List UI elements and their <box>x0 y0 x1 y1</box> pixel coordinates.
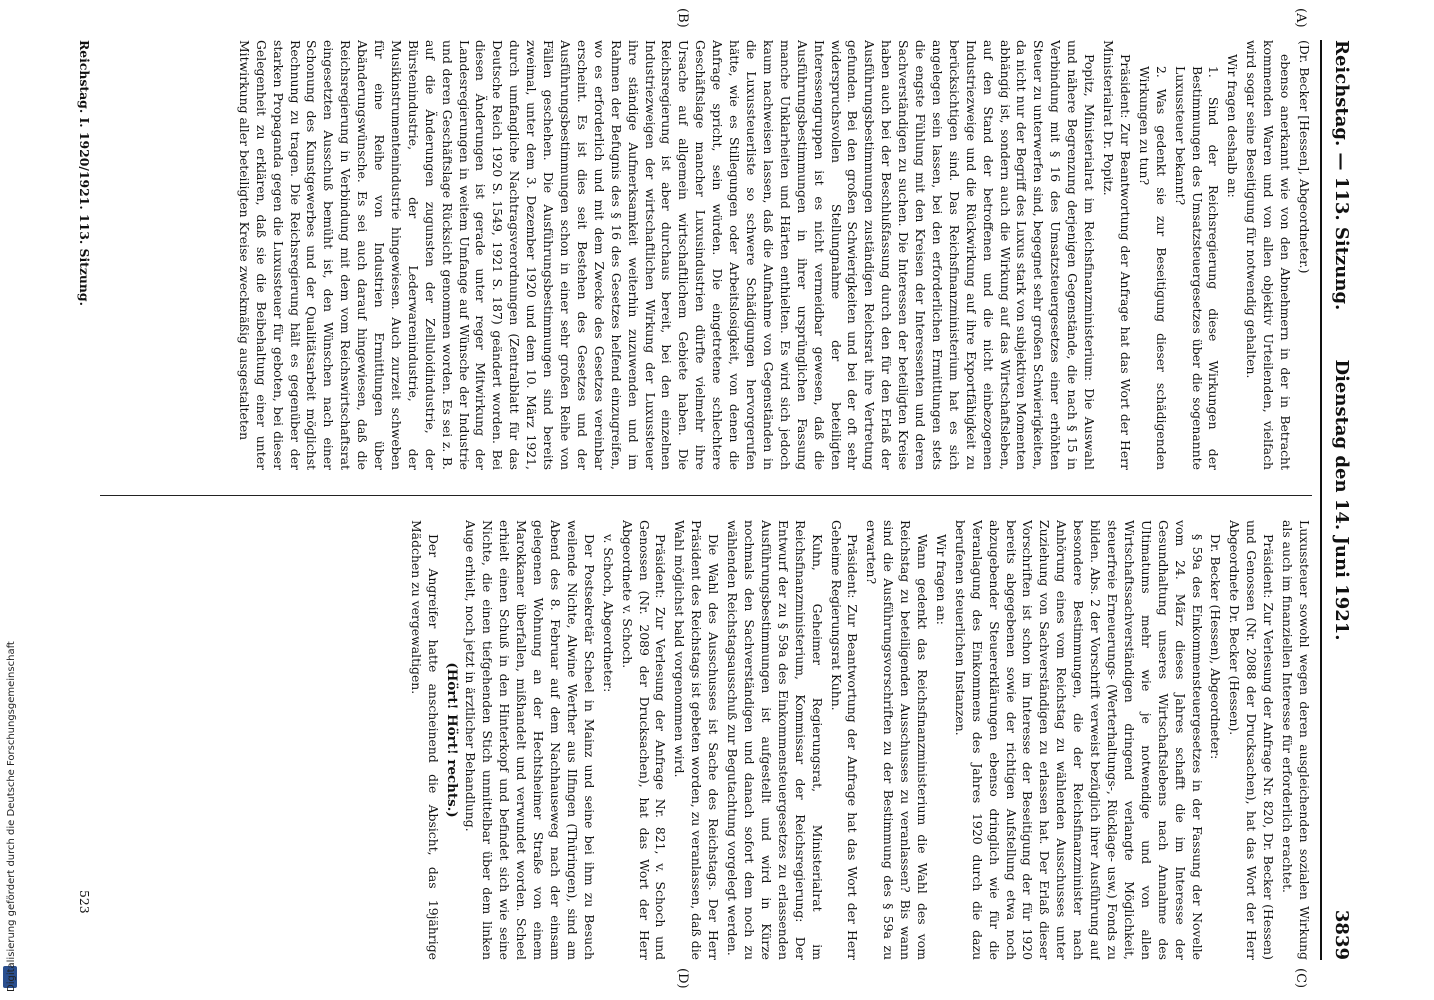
footer-page-number: 523 <box>77 890 92 914</box>
document-page <box>40 0 1380 1000</box>
paragraph: § 59a des Einkommensteuergesetzes in der Fassung der Novelle vom 24. März dieses Jahres schafft die im Interesse der Gesundhaltung unseres Wirtschaftslebens nach Annahme des Ultimatums mehr wie je notwendige und von allen Wirtschaftssachverständigen dringend verlangte Möglichkeit, steuerfreie Erneuerungs- (Werterhaltungs-, Rücklage- usw.) Fonds zu bilden. Abs. 2 der Vorschrift verweist bezüglich ihrer Ausführung auf besondere Bestimmungen, die der Reichsfinanzminister nach Anhörung eines vom Reichstag zu wählenden Ausschusses unter Zuziehung von Sachverständigen zu erlassen hat. Der Erlaß dieser Vorschriften ist schon im Interesse der Beseitigung der für 1920 bereits abgegebenen sowie der richtigen Aufstellung etwa noch abzugebender Steuererklärungen ebenso dringlich wie für die Veranlagung des Einkommens des Jahres 1920 durch die dazu berufenen steuerlichen Instanzen. <box>952 520 1205 960</box>
paragraph: Präsident: Zur Beantwortung der Anfrage hat das Wort der Herr Ministerialrat Dr. Popitz. <box>1101 40 1133 470</box>
paragraph: Luxussteuer sowohl wegen deren ausgleichenden sozialen Wirkung als auch im finanziellen Interesse für erforderlich erachtet. <box>1280 520 1312 960</box>
left-column <box>100 40 1312 470</box>
paragraph: v. Schoch, Abgeordneter: <box>600 534 616 693</box>
paragraph: Wir fragen an: <box>933 534 949 625</box>
question-item: 2. Was gedenkt sie zur Beseitigung dieser schädigenden Wirkungen zu tun? <box>1136 66 1169 470</box>
footer-session: Reichstag. I. 1920/1921. 113. Sitzung. <box>77 40 92 306</box>
page-header <box>1320 40 1360 960</box>
paragraph: Präsident: Zur Verlesung der Anfrage Nr. 820, Dr. Becker (Hessen) und Genossen (Nr. 2088 der Drucksachen), hat das Wort der Herr Abgeordnete Dr. Becker (Hessen). <box>1227 520 1277 960</box>
paragraph: Präsident: Zur Beantwortung der Anfrage hat das Wort der Herr Geheime Regierungsrat Kuhn. <box>828 520 861 960</box>
right-column <box>100 520 1312 960</box>
paragraph: ebenso anerkannt wie von den Abnehmern in der in Betracht kommenden Waren und von allen objektiv Urteilenden, vielfach wird sogar seine Beseitigung für notwendig gehalten. <box>1244 40 1294 470</box>
digitization-note <box>0 0 22 1000</box>
paragraph: Wir fragen deshalb an: <box>1225 54 1241 198</box>
paragraph: Dr. Becker (Hessen), Abgeordneter: <box>1208 534 1224 760</box>
paragraph: Kuhn, Geheimer Regierungsrat, Ministerialrat im Reichsfinanzministerium, Kommissar der Reichsregierung: Der Entwurf der zu § 59a des Einkommensteuergesetzes zu erlassenden Ausführungsbestimmungen ist aufgestellt und wird in Kürze nochmals den Sachverständigen und danach sofort dem noch zu wählenden Reichstagsausschuß zur Begutachtung vorgelegt werden. <box>725 520 825 960</box>
margin-mark-c: (C) <box>1293 968 1308 989</box>
paragraph: Popitz, Ministerialrat im Reichsfinanzministerium: Die Auswahl und nähere Begrenzung derjenigen Gegenstände, die nach § 15 in Verbindung mit § 16 des Umsatzsteuergesetzes einer erhöhten Steuer zu unterwerfen sind, begegnet sehr großen Schwierigkeiten, da nicht nur der Begriff des Luxus stark von subjektiven Momenten abhängig ist, sondern auch die Wirkung auf das Wirtschaftsleben, auf den Stand der betroffenen und die nicht einbezogenen Industriezweige und die Rückwirkung auf ihre Exportfähigkeit zu berücksichtigen sind. Das Reichsfinanzministerium hat es sich angelegen sein lassen, bei den erforderlichen Ermittlungen stets die engste Fühlung mit den Kreisen der Interessenten und deren Sachverständigen zu suchen. Die Interessen der beteiligten Kreise haben auch bei der Beschlußfassung durch den für den Erlaß der Ausführungsbestimmungen zuständigen Reichsrat ihre Vertretung gefunden. Bei den großen Schwierigkeiten und bei der oft sehr widerspruchsvollen Stellungnahme der beteiligten Interessengruppen ist es nicht vermeidbar gewesen, daß die Ausführungsbestimmungen in ihrer ursprünglichen Fassung manche Unklarheiten und Härten enthielten. Es wird sich jedoch kaum nachweisen lassen, daß die Aufnahme von Gegenständen in die Luxussteuerliste so schwere Schädigungen hervorgerufen hätte, wie es Stillegungen oder Arbeitslosigkeit, von denen die Anfrage spricht, sein würden. Die eingetretene schlechtere Geschäftslage mancher Luxusindustrien dürfte vielmehr ihre Ursache auf allgemein wirtschaftlichem Gebiete haben. Die Reichsregierung ist aber durchaus bereit, bei den einzelnen Industriezweigen der wirtschaftlichen Wirkung der Luxussteuer ihre ständige Aufmerksamkeit weiterhin zuzuwenden und im Rahmen der Befugnis des § 16 des Gesetzes helfend einzugreifen, wo es erforderlich und mit dem Zwecke des Gesetzes vereinbar erscheint. Es ist dies seit Bestehen des Gesetzes und der Ausführungsbestimmungen schon in einer sehr großen Reihe von Fällen geschehen. Die Ausführungsbestimmungen sind bereits zweimal, unter dem 3. Dezember 1920 und dem 10. März 1921, durch umfangliche Nachtragsverordnungen (Zentralblatt für das Deutsche Reich 1920 S. 1549, 1921 S. 187) geändert worden. Bei diesen Änderungen ist gerade unter reger Mitwirkung der Landesregierungen in weitem Umfange auf Wünsche der Industrie und deren Geschäftslage Rücksicht genommen worden. Es sei z. B. auf die Änderungen zugunsten der Zelluloidindustrie, der Bürstenindustrie, der Lederwarenindustrie, der Musikinstrumentenindustrie hingewiesen. Auch zurzeit schweben für eine Reihe von Industrien Ermittlungen über Abänderungswünsche. Es sei auch darauf hingewiesen, daß die Reichsregierung in Verbindung mit dem vom Reichswirtschaftsrat eingesetzten Ausschuß bemüht ist, den Wünschen nach einer Schonung des Kunstgewerbes und der Qualitätsarbeit möglichst Rechnung zu tragen. Die Reichsregierung hält es gegenüber der starken Propaganda gegen die Luxussteuer für geboten, bei dieser Gelegenheit zu erklären, daß sie die Beibehaltung einer unter Mitwirkung aller beteiligten Kreise zweckmäßig ausgestalteten <box>236 40 1098 470</box>
header-date: Dienstag den 14. Juni 1921. <box>1331 359 1352 641</box>
paragraph: Präsident: Zur Verlesung der Anfrage Nr. 821, v. Schoch und Genossen (Nr. 2089 der Drucksachen), hat das Wort der Herr Abgeordnete v. Schoch. <box>619 520 669 960</box>
paragraph: Die Wahl des Ausschusses ist Sache des Reichstags. Der Herr Präsident des Reichstags ist gebeten worden, zu veranlassen, daß die Wahl möglichst bald vorgenommen wird. <box>672 520 722 960</box>
column-divider <box>100 495 1312 496</box>
paragraph: Der Angreifer hatte anscheinend die Absicht, das 19jährige Mädchen zu vergewaltigen. <box>408 520 441 960</box>
question-item: 1. Sind der Reichsregierung diese Wirkungen der Bestimmungen des Umsatzsteuergesetzes über die sogenannte Luxussteuer bekannt? <box>1172 66 1222 470</box>
interjection: (Hört! Hört! rechts.) <box>443 662 460 818</box>
header-page-number: 3839 <box>1331 909 1352 960</box>
paragraph: Wann gedenkt das Reichsfinanzministerium die Wahl des vom Reichstag zu beteiligenden Ausschusses zu veranlassen? Bis wann sind die Ausführungsvorschriften zu der Bestimmung des § 59a zu erwarten? <box>864 520 931 960</box>
margin-mark-a: (A) <box>1293 8 1308 28</box>
digitization-note-text: Digitalisierung gefördert durch die Deutsche Forschungsgemeinschaft <box>6 641 17 992</box>
margin-mark-d: (D) <box>675 968 690 989</box>
header-session: Reichstag. — 113. Sitzung. <box>1331 40 1352 311</box>
paragraph: Der Postsekretär Scheel in Mainz und seine bei ihm zu Besuch weilende Nichte, Alwine Werther aus Ilfingen (Thüringen), sind am Abend des 8. Februar auf dem Nachhauseweg nach der einsam gelegenen Wohnung an der Hechtsheimer Straße von einem Marokkaner überfallen, mißhandelt und verwundet worden. Scheel erhielt einen Schuß in den Hinterkopf und befindet sich wie seine Nichte, die einen tiefgehenden Stich unmittelbar über dem linken Auge erhielt, noch jetzt in ärztlicher Behandlung. <box>463 520 597 960</box>
speaker-continuation: (Dr. Becker [Hessen], Abgeordneter.) <box>1297 40 1312 274</box>
margin-mark-b: (B) <box>675 8 690 28</box>
